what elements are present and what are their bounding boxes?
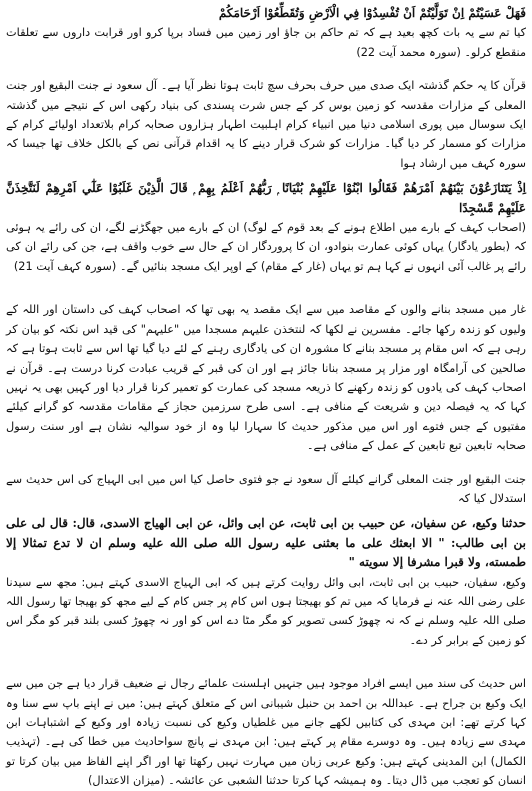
verse-translation-muhammad-22: کیا تم سے یہ بات کچھ بعید ہے کہ تم حاکم بن جاؤ اور زمین میں فساد برپا کرو اور قرابت داروں سے تعلقات منقطع کرلو۔ (سورہ محمد آیت 22) — [6, 26, 526, 59]
paragraph-demolition-of-shrines: قرآن کا یہ حکم گذشتہ ایک صدی میں حرف بحرف سچ ثابت ہوتا نظر آیا ہے۔ آل سعود نے جنت البقیع اور جنت المعلی کے مزارات مقدسہ کو زمین بوس کر کے جس شرت پسندی کی بنیاد رکھی اس کے نتیجے میں گذشتہ ایک سوسال میں پوری اسلامی دنیا میں انبیاء کرام اہلبیت اطہار ہزاروں صحابہ کرام بلاتعداد اولیائے کرام کے مزارات کو مسمار کر دیا گیا۔ مزارات کو شرک قرار دینے کا یہ اقدام قرآنی نص کے بالکل خلاف تھا جیسا کہ سورہ کہف میں ارشاد ہوا — [6, 79, 526, 170]
hadith-translation: وکیع، سفیان، حبیب بن ابی ثابت، ابی وائل روایت کرتے ہیں کہ ابی الہیاج الاسدی کہتے ہیں: مجھ سے سیدنا علی رضی اللہ عنہ نے فرمایا کہ میں تم کو بھیجتا ہوں اس کام پر جس کام کے لیے مجھ کو بھیجا تھا رسول اللہ صلی اللہ علیہ وسلم نے کہ نہ چھوڑ کسی تصویر کو مگر مٹا دے اس کو اور نہ چھوڑ کسی بلند قبر کو مگر اس کو زمین کے برابر کر دے۔ — [6, 575, 526, 647]
paragraph-fatwa-intro: جنت البقیع اور جنت المعلی گرانے کیلئے آل سعود نے جو فتوی حاصل کیا اس میں ابی الہیاج کی اس حدیث سے استدلال کیا کہ — [6, 472, 526, 505]
quran-verse-muhammad-22: فَهَلْ عَسَيْتُمْ اِنْ تَوَلَّيْتُمْ اَنْ تُفْسِدُوْا فِي الْاَرْضِ وَتُقَطِّعُوْا اَرْحَامَكُمْ — [218, 6, 526, 20]
paragraph-mosque-over-cave: غار میں مسجد بنانے والوں کے مقاصد میں سے ایک مقصد یہ بھی تھا کہ اصحاب کہف کی داستان اور اللہ کے ولیوں کو زندہ رکھا جائے۔ مفسرین نے لکھا کہ لنتخذن علیہم مسجدا میں "علیہم" کی قید اس نکتہ کو بیان کر رہی ہے کہ اس مقام پر مسجد بنانے کا مشورہ ان کی یادگاری رہنے کے لئے دیا گیا تھا اس سے ثابت ہوتا ہے کہ صالحین کی آرامگاہ اور مزار پر مسجد بنانا جائز ہے اور ان کی قبر کے قریب عبادت کرنا درست ہے۔ قرآن نے اصحاب کہف کی یادوں کو زندہ رکھنے کا ذریعہ مسجد کی عمارت کو تعمیر کرنا قرار دیا اور کہیں بھی یہ نہیں کہا کہ یہ فیصلہ دین و شریعت کے منافی ہے۔ اسی طرح سرزمین حجاز کے مقامات مقدسہ کو گرانے کیلئے مفتیوں کے جس فتوے اور اس میں مذکور حدیث کا سہارا لیا وہ از خود سوالیہ نشان ہے اور سنت رسول صحابہ تابعین تبع تابعین کے عمل کے منافی ہے۔ — [6, 303, 526, 453]
hadith-arabic-text: حدثنا وکیع، عن سفیان، عن حبیب بن ابی ثابت، عن ابی وائل، عن ابی الهیاج الاسدی، قال: قال لی علی بن ابی طالب: " الا ابعثك علی ما بعثنی علیه رسول الله صلی الله علیه وسلم ان لا تدع تمثالا إلا طمسته، ولا قبرا مشرفا إلا سويته " — [6, 516, 526, 570]
paragraph-narrator-criticism: اس حدیث کی سند میں ایسے افراد موجود ہیں جنہیں اہلسنت علمائے رجال نے ضعیف قرار دیا ہے جن میں سے ایک وکیع بن جراح ہے۔ عبداللہ بن احمد بن حنبل شیبانی اس کے متعلق کہتے ہیں: میں نے اپنے باپ سے سنا وہ کہا کرتے تھے: ابن مہدی کی کتابیں لکھے جانے میں غلطیاں وکیع کی نسبت زیادہ اور وکیع کے اشتباہات ابن مہدی سے زیادہ ہیں۔ وہ دوسرے مقام پر کہتے ہیں: ابن مہدی نے پانچ سواحادیث میں خطا کی ہے۔ (تہذیب الکمال) ابن المدینی کہتے ہیں: وکیع عربی زبان میں مہارت نہیں رکھتا تھا اور اگر اپنے الفاظ میں بیان کرتا تو انسان کو تعجب میں ڈال دیتا۔ وہ ہمیشہ کہا کرتا حدثنا الشعبی عن عائشہ۔ (میزان الاعتدال) — [6, 677, 526, 788]
quran-verse-kahf-21: اِذْ يَتَنَازَعُوْنَ بَيْنَهُمْ اَمْرَهُمْ فَقَالُوا ابْنُوْا عَلَيْهِمْ بُنْيَانًا ۭ رَبُّهُمْ اَعْلَمُ بِهِمْ ۭ قَالَ الَّذِيْنَ غَلَبُوْا عَلٰٓي اَمْرِهِمْ لَنَتَّخِذَنَّ عَلَيْهِمْ مَّسْجِدًا — [6, 181, 526, 215]
verse-translation-kahf-21: (اصحاب کہف کے بارے میں اطلاع ہونے کے بعد قوم کے لوگ) ان کے بارے میں جھگڑنے لگے، ان کی رائے یہ ہوئی کہ (بطور یادگار) یہاں کوئی عمارت بنوادو، ان کا پروردگار ان کے حال سے خوب واقف ہے، جن کی رائے ان کی رائے پر غالب آئی انہوں نے کہا ہم تو یہاں (غار کے مقام) کے اوپر ایک مسجد بنائیں گے۔ (سورہ کہف آیت 21) — [6, 221, 526, 273]
